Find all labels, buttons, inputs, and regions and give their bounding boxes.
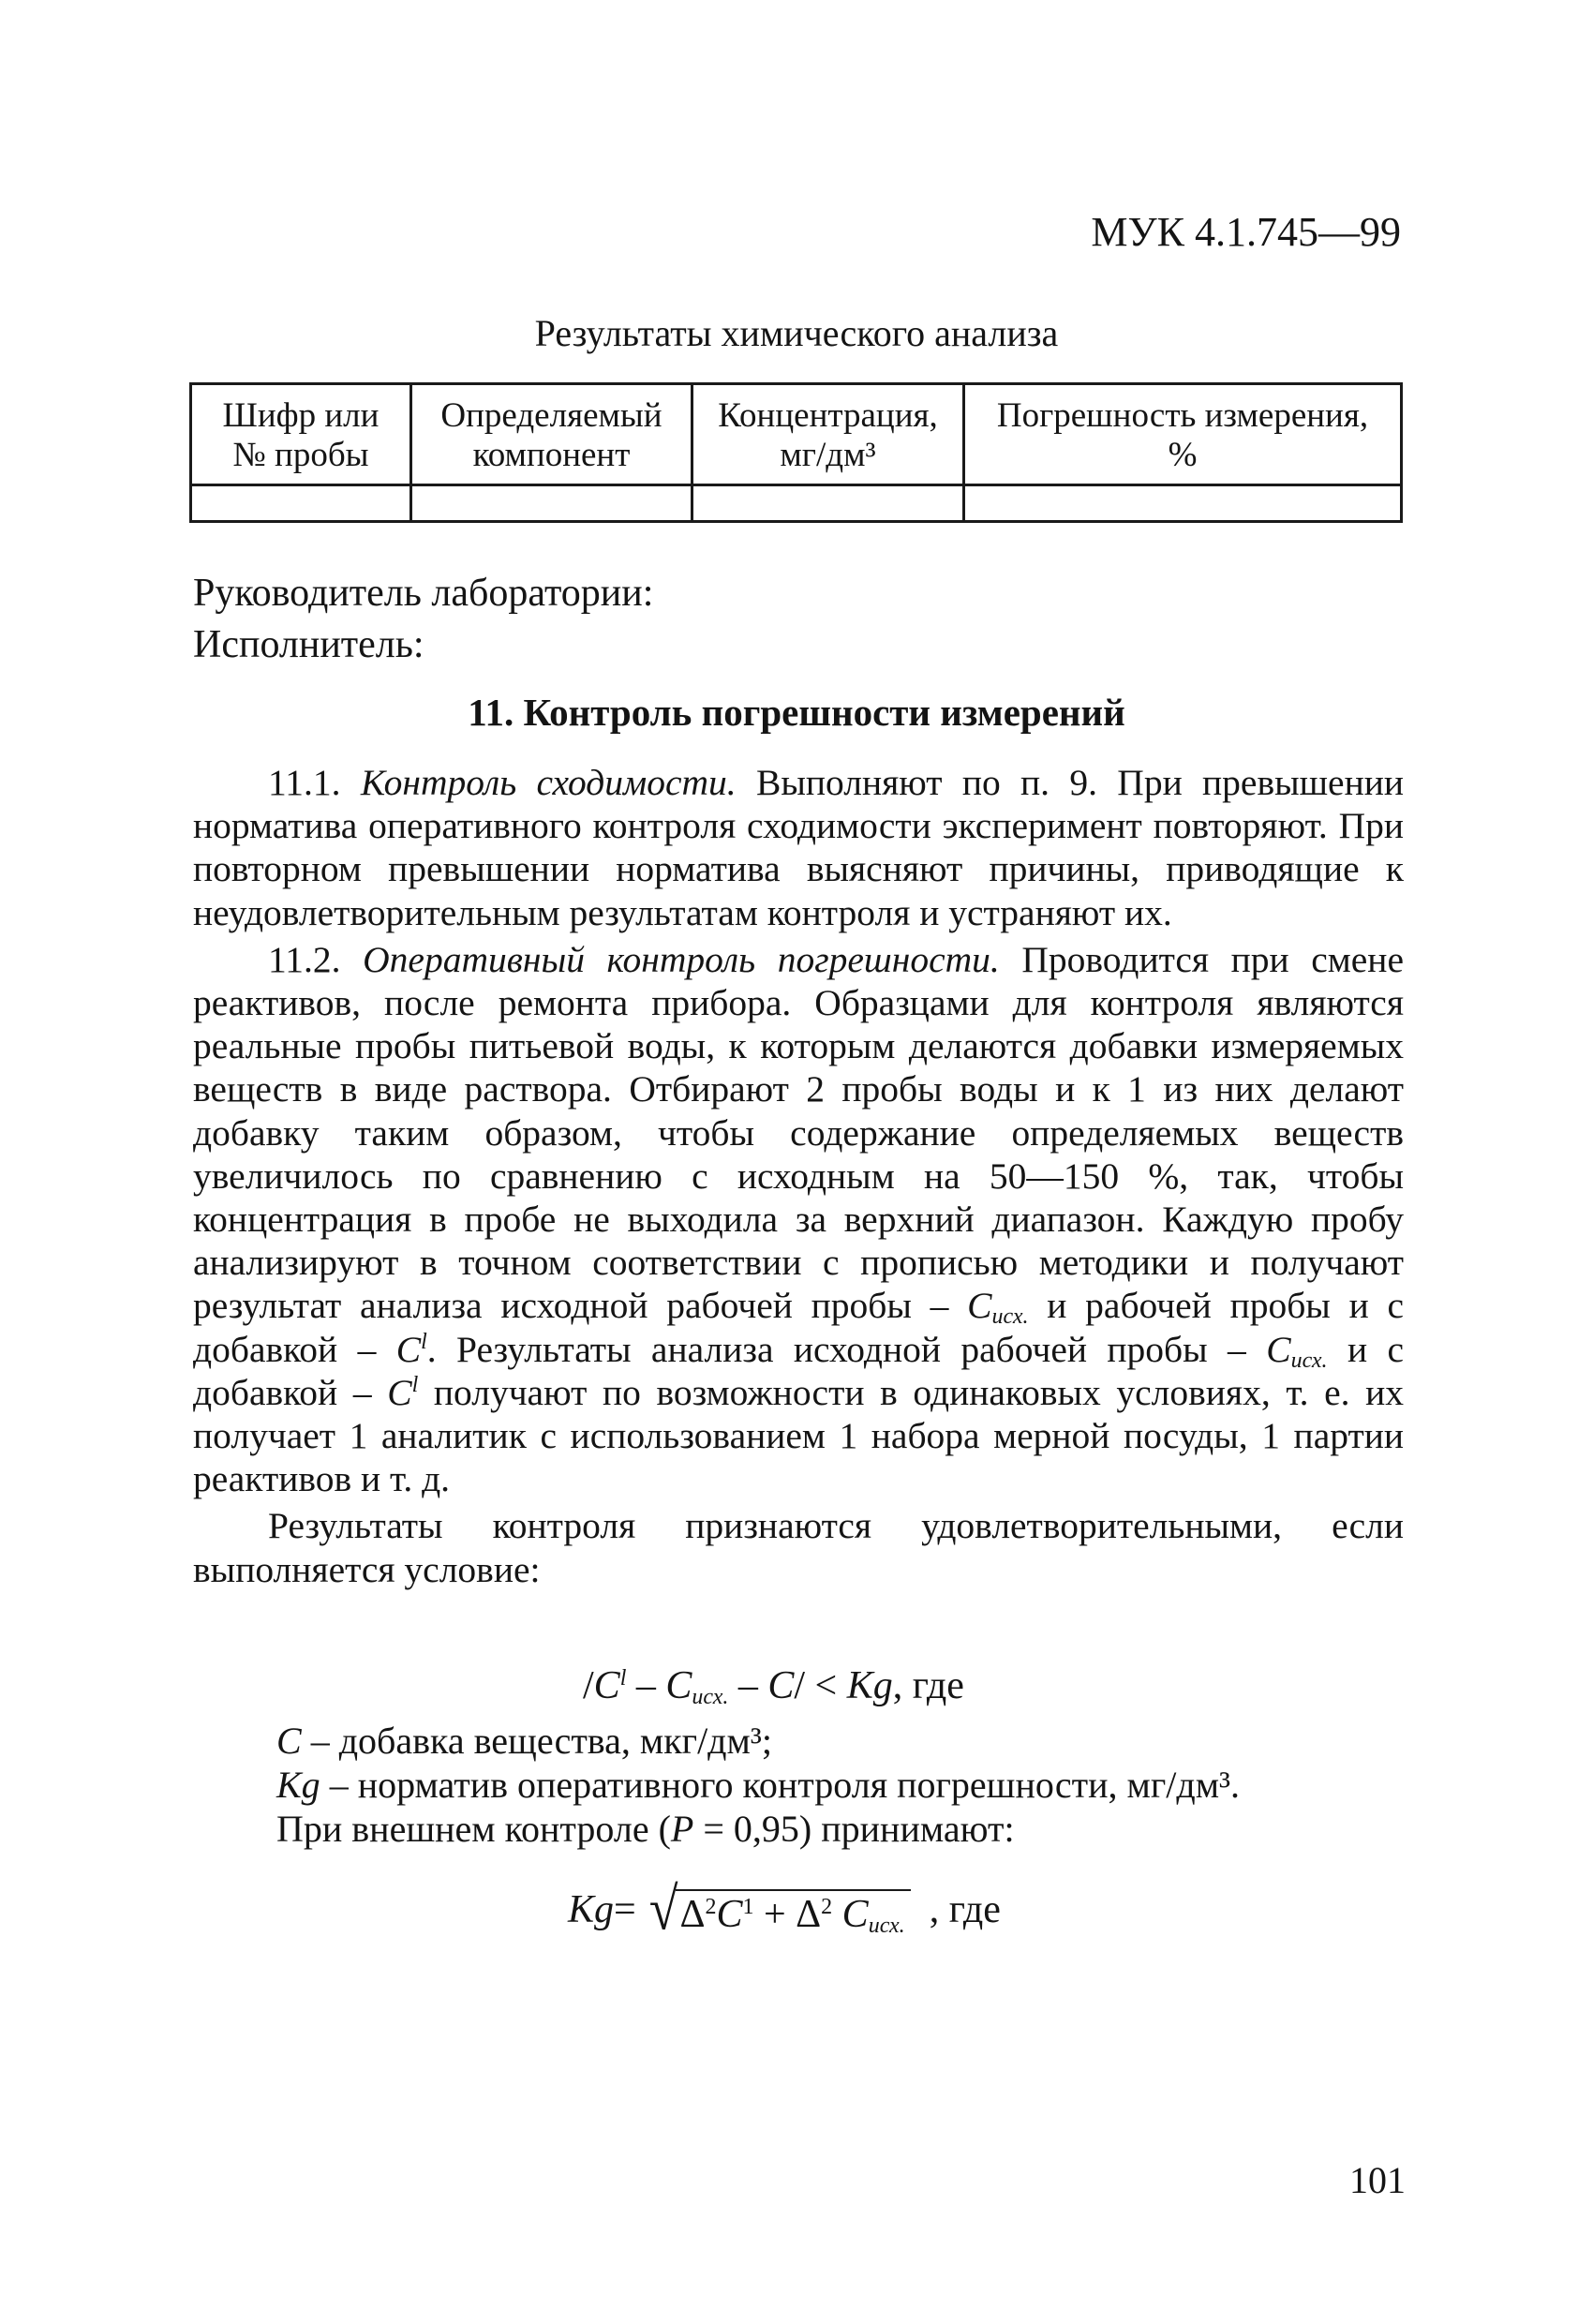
radical-icon: √	[648, 1876, 678, 1944]
external-control-line: При внешнем контроле (P = 0,95) принимают:	[276, 1808, 1015, 1851]
table-cell	[191, 485, 411, 522]
lab-head-label: Руководитель лаборатории:	[193, 572, 654, 615]
control-condition-formula: $/C^l - C_{исх.} - C/ < Kg$, где	[583, 1664, 964, 1709]
results-table	[189, 382, 1403, 523]
paragraph-title: Оперативный контроль погрешности.	[363, 938, 1000, 980]
paragraph-condition: Результаты контроля признаются удовлетворительными, если выполняется условие:	[193, 1505, 1404, 1590]
radicand: $\Delta^2C^1 + \Delta^2$ $C_{исх.}$	[676, 1889, 910, 1934]
page-number: 101	[1349, 2159, 1406, 2201]
definitions-block	[276, 1719, 1240, 1852]
table-cell	[411, 485, 692, 522]
table-row	[191, 485, 1402, 522]
paragraph-11-1: 11.1. Контроль сходимости. Выполняют по п. 9. При превышении норматива оперативного контроля сходимости эксперимент повторяют. При повторном превышении норматива выясняют причины, приводящие к неудовлетворительным результатам контроля и устраняют их.	[193, 762, 1405, 933]
table-header-cell: Концентрация, мг/дм³	[692, 384, 964, 485]
document-code: МУК 4.1.745—99	[1091, 209, 1401, 255]
paragraph-title: Контроль сходимости.	[360, 762, 737, 803]
executor-label: Исполнитель:	[193, 623, 424, 667]
table-header-cell: Погрешность измерения, %	[964, 384, 1402, 485]
table-caption: Результаты химического анализа	[534, 312, 1059, 354]
table-header-cell: Шифр или № пробы	[191, 384, 411, 485]
kg-formula: Kg = $√\Delta^2C^1 + \Delta^2$ $C_{исх.}$ , где	[568, 1876, 1001, 1944]
table-cell	[692, 485, 964, 522]
section-body	[193, 761, 1404, 1591]
definition-kg: Kg – норматив оперативного контроля погрешности, мг/дм³.	[276, 1764, 1240, 1807]
table-cell	[964, 485, 1402, 522]
paragraph-11-2: 11.2. Оперативный контроль погрешности. Проводится при смене реактивов, после ремонта прибора. Образцами для контроля являются реальные пробы питьевой воды, к которым делаются добавки измеряемых веществ в виде раствора. Отбирают 2 пробы воды и к 1 из них делают добавку таким образом, чтобы содержание определяемых веществ увеличилось по сравнению с исходным на 50—150 %, так, чтобы концентрация в пробе не выходила за верхний диапазон. Каждую пробу анализируют в точном соответствии с прописью методики и получают результат анализа исходной рабочей пробы – $C_{исх.}$ и рабочей пробы и с добавкой – $C^l$. Результаты анализа исходной рабочей пробы – $C_{исх.}$ и с добавкой – $C^l$ получают по возможности в одинаковых условиях, т. е. их получает 1 аналитик с использованием 1 набора мерной посуды, 1 партии реактивов и т. д.	[193, 938, 1405, 1500]
section-heading: 11. Контроль погрешности измерений	[468, 691, 1125, 734]
table-header-cell: Определяемый компонент	[411, 384, 692, 485]
signatures-block	[193, 568, 653, 672]
definition-c: C – добавка вещества, мкг/дм³;	[276, 1720, 772, 1762]
table-header-row	[191, 384, 1402, 485]
